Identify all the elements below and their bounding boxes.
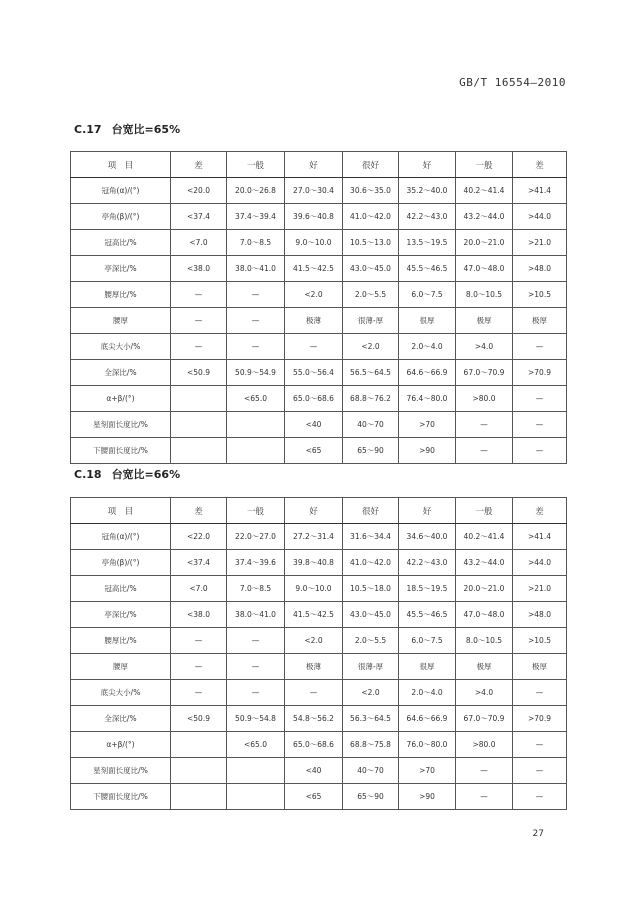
table-cell: 42.2～43.0 [399, 550, 456, 576]
column-header: 很好 [343, 152, 399, 178]
table-cell: 2.0～4.0 [399, 334, 456, 360]
table-cell: 54.8～56.2 [285, 706, 343, 732]
table-cell: 27.0～30.4 [285, 178, 343, 204]
table-row [71, 680, 567, 706]
table-cell: — [171, 308, 227, 334]
row-label: 底尖大小/% [71, 334, 171, 360]
row-label: 亭角(β)/(°) [71, 204, 171, 230]
column-header: 差 [513, 498, 567, 524]
table-cell: 很薄-厚 [343, 654, 399, 680]
table-cell: 8.0～10.5 [456, 628, 513, 654]
table-cell: — [456, 412, 513, 438]
table-cell: — [513, 680, 567, 706]
standard-code-header: GB/T 16554—2010 [459, 76, 566, 89]
row-label: 下腰面长度比/% [71, 438, 171, 464]
section-number: C.17 [74, 123, 102, 136]
table-cell: 40.2～41.4 [456, 178, 513, 204]
table-cell: — [171, 628, 227, 654]
table-cell: <37.4 [171, 204, 227, 230]
table-cell: 41.0～42.0 [343, 550, 399, 576]
table-cell: 65～90 [343, 438, 399, 464]
table-cell: <37.4 [171, 550, 227, 576]
table-cell [171, 438, 227, 464]
row-label: α+β/(°) [71, 386, 171, 412]
table-cell: 76.0～80.0 [399, 732, 456, 758]
table-row [71, 178, 567, 204]
row-label: α+β/(°) [71, 732, 171, 758]
table-cell: <50.9 [171, 360, 227, 386]
table-cell: 42.2～43.0 [399, 204, 456, 230]
table-row [71, 386, 567, 412]
table-cell: 极厚 [456, 654, 513, 680]
table-cell: >70.9 [513, 360, 567, 386]
column-header: 差 [171, 498, 227, 524]
row-label: 底尖大小/% [71, 680, 171, 706]
table-cell: <20.0 [171, 178, 227, 204]
table-cell: — [227, 654, 285, 680]
table-cell: — [513, 438, 567, 464]
section-title: 台宽比=65% [111, 123, 181, 136]
table-cell: <2.0 [285, 282, 343, 308]
table-c18 [70, 497, 567, 810]
row-label: 星刻面长度比/% [71, 758, 171, 784]
table-cell: >41.4 [513, 178, 567, 204]
table-row [71, 732, 567, 758]
table-cell: 65.0～68.6 [285, 386, 343, 412]
table-cell: 30.6～35.0 [343, 178, 399, 204]
table-cell: >21.0 [513, 576, 567, 602]
column-header: 好 [399, 498, 456, 524]
table-cell: — [456, 784, 513, 810]
table-cell: — [171, 282, 227, 308]
table-row [71, 256, 567, 282]
table-cell: 65.0～68.6 [285, 732, 343, 758]
table-cell: <65 [285, 438, 343, 464]
table-cell: 41.0～42.0 [343, 204, 399, 230]
table-cell [171, 412, 227, 438]
row-label: 全深比/% [71, 360, 171, 386]
table-cell: >48.0 [513, 602, 567, 628]
table-cell: — [227, 680, 285, 706]
table-cell: 67.0～70.9 [456, 360, 513, 386]
table-cell: >10.5 [513, 628, 567, 654]
table-cell: 22.0～27.0 [227, 524, 285, 550]
table-cell: <7.0 [171, 576, 227, 602]
table-cell: >80.0 [456, 732, 513, 758]
table-cell: — [285, 334, 343, 360]
table-cell: — [513, 784, 567, 810]
table-cell: — [227, 334, 285, 360]
column-header: 一般 [227, 152, 285, 178]
row-label: 冠高比/% [71, 230, 171, 256]
row-label: 亭深比/% [71, 256, 171, 282]
table-cell: — [456, 758, 513, 784]
table-cell: 38.0～41.0 [227, 256, 285, 282]
table-cell: <40 [285, 758, 343, 784]
table-cell: 2.0～5.5 [343, 628, 399, 654]
table-cell: 50.9～54.9 [227, 360, 285, 386]
table-cell: 9.0～10.0 [285, 230, 343, 256]
column-header: 好 [285, 152, 343, 178]
table-cell: 43.0～45.0 [343, 256, 399, 282]
table-cell: 43.2～44.0 [456, 550, 513, 576]
table-cell [227, 412, 285, 438]
table-cell: — [171, 334, 227, 360]
table-row [71, 576, 567, 602]
table-cell: 34.6～40.0 [399, 524, 456, 550]
column-header: 差 [513, 152, 567, 178]
table-cell: 31.6～34.4 [343, 524, 399, 550]
table-cell [171, 758, 227, 784]
table-row [71, 282, 567, 308]
table-cell: 45.5～46.5 [399, 256, 456, 282]
table-cell: 37.4～39.6 [227, 550, 285, 576]
table-c17 [70, 151, 567, 464]
column-header: 一般 [456, 152, 513, 178]
table-cell: 43.0～45.0 [343, 602, 399, 628]
table-cell: — [513, 334, 567, 360]
table-cell: 13.5～19.5 [399, 230, 456, 256]
table-cell: 40.2～41.4 [456, 524, 513, 550]
table-header-row [71, 498, 567, 524]
table-cell: — [513, 386, 567, 412]
table-cell: 20.0～21.0 [456, 230, 513, 256]
table-cell: — [513, 758, 567, 784]
table-cell: >90 [399, 438, 456, 464]
table-cell: 50.9～54.8 [227, 706, 285, 732]
row-label: 腰厚 [71, 308, 171, 334]
table-cell: >44.0 [513, 550, 567, 576]
table-cell: <38.0 [171, 602, 227, 628]
table-cell: — [513, 732, 567, 758]
table-cell: 27.2～31.4 [285, 524, 343, 550]
table-row [71, 706, 567, 732]
section-heading-c18 [74, 466, 190, 482]
section-heading-c17 [74, 121, 190, 137]
table-cell: 39.8～40.8 [285, 550, 343, 576]
table-cell: 64.6～66.9 [399, 360, 456, 386]
table-cell: 20.0～21.0 [456, 576, 513, 602]
table-cell: 极厚 [513, 308, 567, 334]
column-header: 项 目 [71, 152, 171, 178]
table-cell: 41.5～42.5 [285, 602, 343, 628]
table-cell: >80.0 [456, 386, 513, 412]
page-number: 27 [532, 829, 544, 839]
table-cell: — [227, 308, 285, 334]
row-label: 全深比/% [71, 706, 171, 732]
table-cell: 37.4～39.4 [227, 204, 285, 230]
table-row [71, 334, 567, 360]
row-label: 下腰面长度比/% [71, 784, 171, 810]
table-row [71, 602, 567, 628]
table-cell: >90 [399, 784, 456, 810]
table-cell: 极薄 [285, 654, 343, 680]
column-header: 好 [399, 152, 456, 178]
column-header: 很好 [343, 498, 399, 524]
table-cell: 6.0～7.5 [399, 282, 456, 308]
table-cell: >41.4 [513, 524, 567, 550]
table-cell: 65～90 [343, 784, 399, 810]
table-cell: 47.0～48.0 [456, 602, 513, 628]
table-cell: 56.5～64.5 [343, 360, 399, 386]
table-cell: 20.0～26.8 [227, 178, 285, 204]
table-cell: 10.5～13.0 [343, 230, 399, 256]
table-cell: — [513, 412, 567, 438]
table-cell [227, 438, 285, 464]
table-cell: >70 [399, 412, 456, 438]
section-number: C.18 [74, 468, 102, 481]
table-body [71, 152, 567, 464]
table-cell: 35.2～40.0 [399, 178, 456, 204]
table-cell: 76.4～80.0 [399, 386, 456, 412]
table-cell: 68.8～76.2 [343, 386, 399, 412]
table-row [71, 550, 567, 576]
table-row [71, 204, 567, 230]
table-cell [171, 732, 227, 758]
column-header: 一般 [227, 498, 285, 524]
table-row [71, 758, 567, 784]
table-cell: 很厚 [399, 308, 456, 334]
table-cell: <65.0 [227, 732, 285, 758]
table-cell: <50.9 [171, 706, 227, 732]
table-cell: — [171, 654, 227, 680]
column-header: 项 目 [71, 498, 171, 524]
table-cell: 很薄-厚 [343, 308, 399, 334]
table-cell: >4.0 [456, 680, 513, 706]
column-header: 一般 [456, 498, 513, 524]
table-cell: 18.5～19.5 [399, 576, 456, 602]
table-body [71, 498, 567, 810]
table-cell: >44.0 [513, 204, 567, 230]
table-cell: — [456, 438, 513, 464]
table-header-row [71, 152, 567, 178]
table-cell [227, 758, 285, 784]
table-row [71, 230, 567, 256]
table-cell: <2.0 [343, 334, 399, 360]
table-cell [171, 386, 227, 412]
table-cell: <2.0 [343, 680, 399, 706]
table-cell: 2.0～4.0 [399, 680, 456, 706]
table-row [71, 628, 567, 654]
section-title: 台宽比=66% [111, 468, 181, 481]
table-cell: — [227, 628, 285, 654]
row-label: 亭深比/% [71, 602, 171, 628]
table-cell: <65.0 [227, 386, 285, 412]
table-cell: 极厚 [513, 654, 567, 680]
table-cell: 很厚 [399, 654, 456, 680]
table-cell: 10.5～18.0 [343, 576, 399, 602]
table-cell: 68.8～75.8 [343, 732, 399, 758]
table-row [71, 412, 567, 438]
table-cell: >70 [399, 758, 456, 784]
row-label: 冠角(α)/(°) [71, 178, 171, 204]
table-cell: 极厚 [456, 308, 513, 334]
table-cell: <40 [285, 412, 343, 438]
table-cell: 41.5～42.5 [285, 256, 343, 282]
table-row [71, 438, 567, 464]
table-cell: 40～70 [343, 758, 399, 784]
table-cell: >21.0 [513, 230, 567, 256]
table-cell: <2.0 [285, 628, 343, 654]
table-cell: <65 [285, 784, 343, 810]
table-cell [171, 784, 227, 810]
table-cell: — [285, 680, 343, 706]
column-header: 差 [171, 152, 227, 178]
table-cell: 2.0～5.5 [343, 282, 399, 308]
table-cell: 6.0～7.5 [399, 628, 456, 654]
row-label: 腰厚比/% [71, 628, 171, 654]
table-cell: <22.0 [171, 524, 227, 550]
table-cell: 7.0～8.5 [227, 230, 285, 256]
table-cell: 7.0～8.5 [227, 576, 285, 602]
table-row [71, 360, 567, 386]
row-label: 冠角(α)/(°) [71, 524, 171, 550]
table-cell: 8.0～10.5 [456, 282, 513, 308]
row-label: 腰厚比/% [71, 282, 171, 308]
table-cell: >10.5 [513, 282, 567, 308]
table-cell: 38.0～41.0 [227, 602, 285, 628]
table-cell: 56.3～64.5 [343, 706, 399, 732]
row-label: 星刻面长度比/% [71, 412, 171, 438]
table-cell: >70.9 [513, 706, 567, 732]
table-cell: 64.6～66.9 [399, 706, 456, 732]
table-cell: 47.0～48.0 [456, 256, 513, 282]
table-cell: 39.6～40.8 [285, 204, 343, 230]
table-cell: — [227, 282, 285, 308]
table-cell: 55.0～56.4 [285, 360, 343, 386]
table-cell [227, 784, 285, 810]
table-row [71, 524, 567, 550]
table-cell: 40～70 [343, 412, 399, 438]
table-cell: 67.0～70.9 [456, 706, 513, 732]
column-header: 好 [285, 498, 343, 524]
table-cell: — [171, 680, 227, 706]
row-label: 腰厚 [71, 654, 171, 680]
table-cell: 极薄 [285, 308, 343, 334]
table-row [71, 308, 567, 334]
table-cell: <7.0 [171, 230, 227, 256]
row-label: 冠高比/% [71, 576, 171, 602]
table-row [71, 654, 567, 680]
table-cell: <38.0 [171, 256, 227, 282]
table-row [71, 784, 567, 810]
table-cell: 43.2～44.0 [456, 204, 513, 230]
row-label: 亭角(β)/(°) [71, 550, 171, 576]
table-cell: >4.0 [456, 334, 513, 360]
table-cell: >48.0 [513, 256, 567, 282]
table-cell: 9.0～10.0 [285, 576, 343, 602]
table-cell: 45.5～46.5 [399, 602, 456, 628]
